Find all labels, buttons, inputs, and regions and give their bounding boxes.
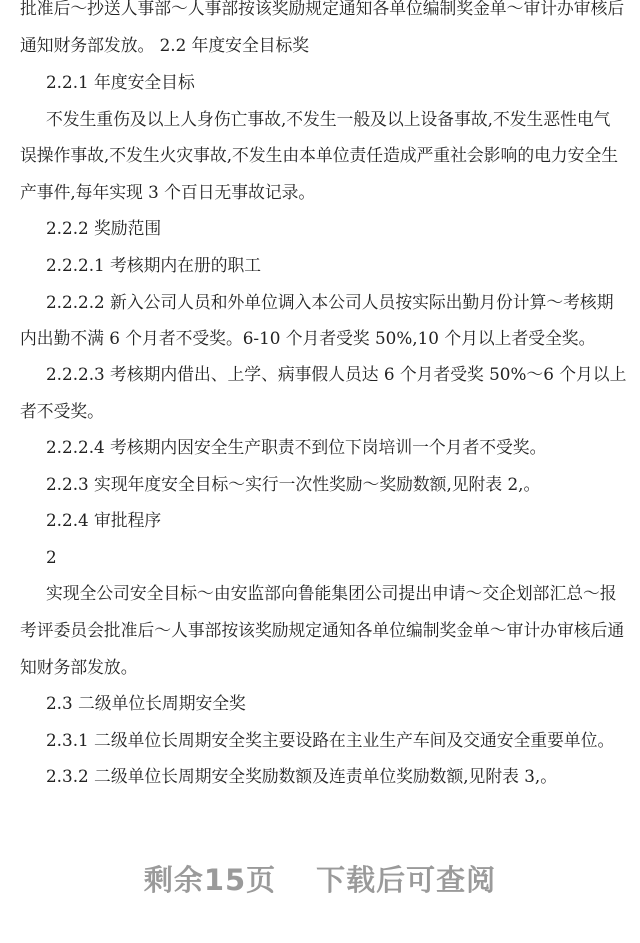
paragraph-line: 误操作事故,不发生火灾事故,不发生由本单位责任造成严重社会影响的电力安全生 (20, 145, 619, 165)
remaining-pages-label: 剩余15页 (143, 863, 277, 897)
paragraph-line: 2.2.2.4 考核期内因安全生产职责不到位下岗培训一个月者不受奖。 (46, 437, 547, 457)
paragraph-line: 不发生重伤及以上人身伤亡事故,不发生一般及以上设备事故,不发生恶性电气 (46, 109, 611, 129)
section-heading: 2.2.4 审批程序 (46, 510, 162, 530)
section-heading: 2.2.1 年度安全目标 (46, 72, 195, 92)
section-heading: 2.3 二级单位长周期安全奖 (46, 693, 246, 713)
paragraph-line: 考评委员会批准后～人事部按该奖励规定通知各单位编制奖金单～审计办审核后通 (20, 620, 625, 640)
paragraph-line: 2.3.2 二级单位长周期安全奖励数额及连责单位奖励数额,见附表 3,。 (46, 766, 558, 786)
paragraph-line: 内出勤不满 6 个月者不受奖。6-10 个月者受奖 50%,10 个月以上者受全奖。 (20, 328, 596, 348)
paragraph-line: 者不受奖。 (20, 401, 104, 421)
paragraph-line: 实现全公司安全目标～由安监部向鲁能集团公司提出申请～交企划部汇总～报 (46, 583, 617, 603)
paragraph-line: 通知财务部发放。 2.2 年度安全目标奖 (20, 35, 310, 55)
paragraph-line: 知财务部发放。 (20, 657, 138, 677)
download-to-view-label[interactable]: 下载后可查阅 (316, 863, 497, 897)
section-heading: 2.2.2 奖励范围 (46, 218, 162, 238)
paragraph-line: 产事件,每年实现 3 个百日无事故记录。 (20, 182, 316, 202)
paragraph-line: 2.2.2.2 新入公司人员和外单位调入本公司人员按实际出勤月份计算～考核期 (46, 292, 614, 312)
download-prompt-banner[interactable] (0, 862, 640, 898)
paragraph-line: 2.2.2.3 考核期内借出、上学、病事假人员达 6 个月者受奖 50%～6 个月以上 (46, 364, 627, 384)
paragraph-line: 2.3.1 二级单位长周期安全奖主要设路在主业生产车间及交通安全重要单位。 (46, 730, 615, 750)
paragraph-line: 批准后～抄送人事部～人事部按该奖励规定通知各单位编制奖金单～审计办审核后 (20, 0, 625, 18)
paragraph-line: 2.2.2.1 考核期内在册的职工 (46, 255, 262, 275)
page-number: 2 (46, 547, 57, 567)
paragraph-line: 2.2.3 实现年度安全目标～实行一次性奖励～奖励数额,见附表 2,。 (46, 474, 541, 494)
